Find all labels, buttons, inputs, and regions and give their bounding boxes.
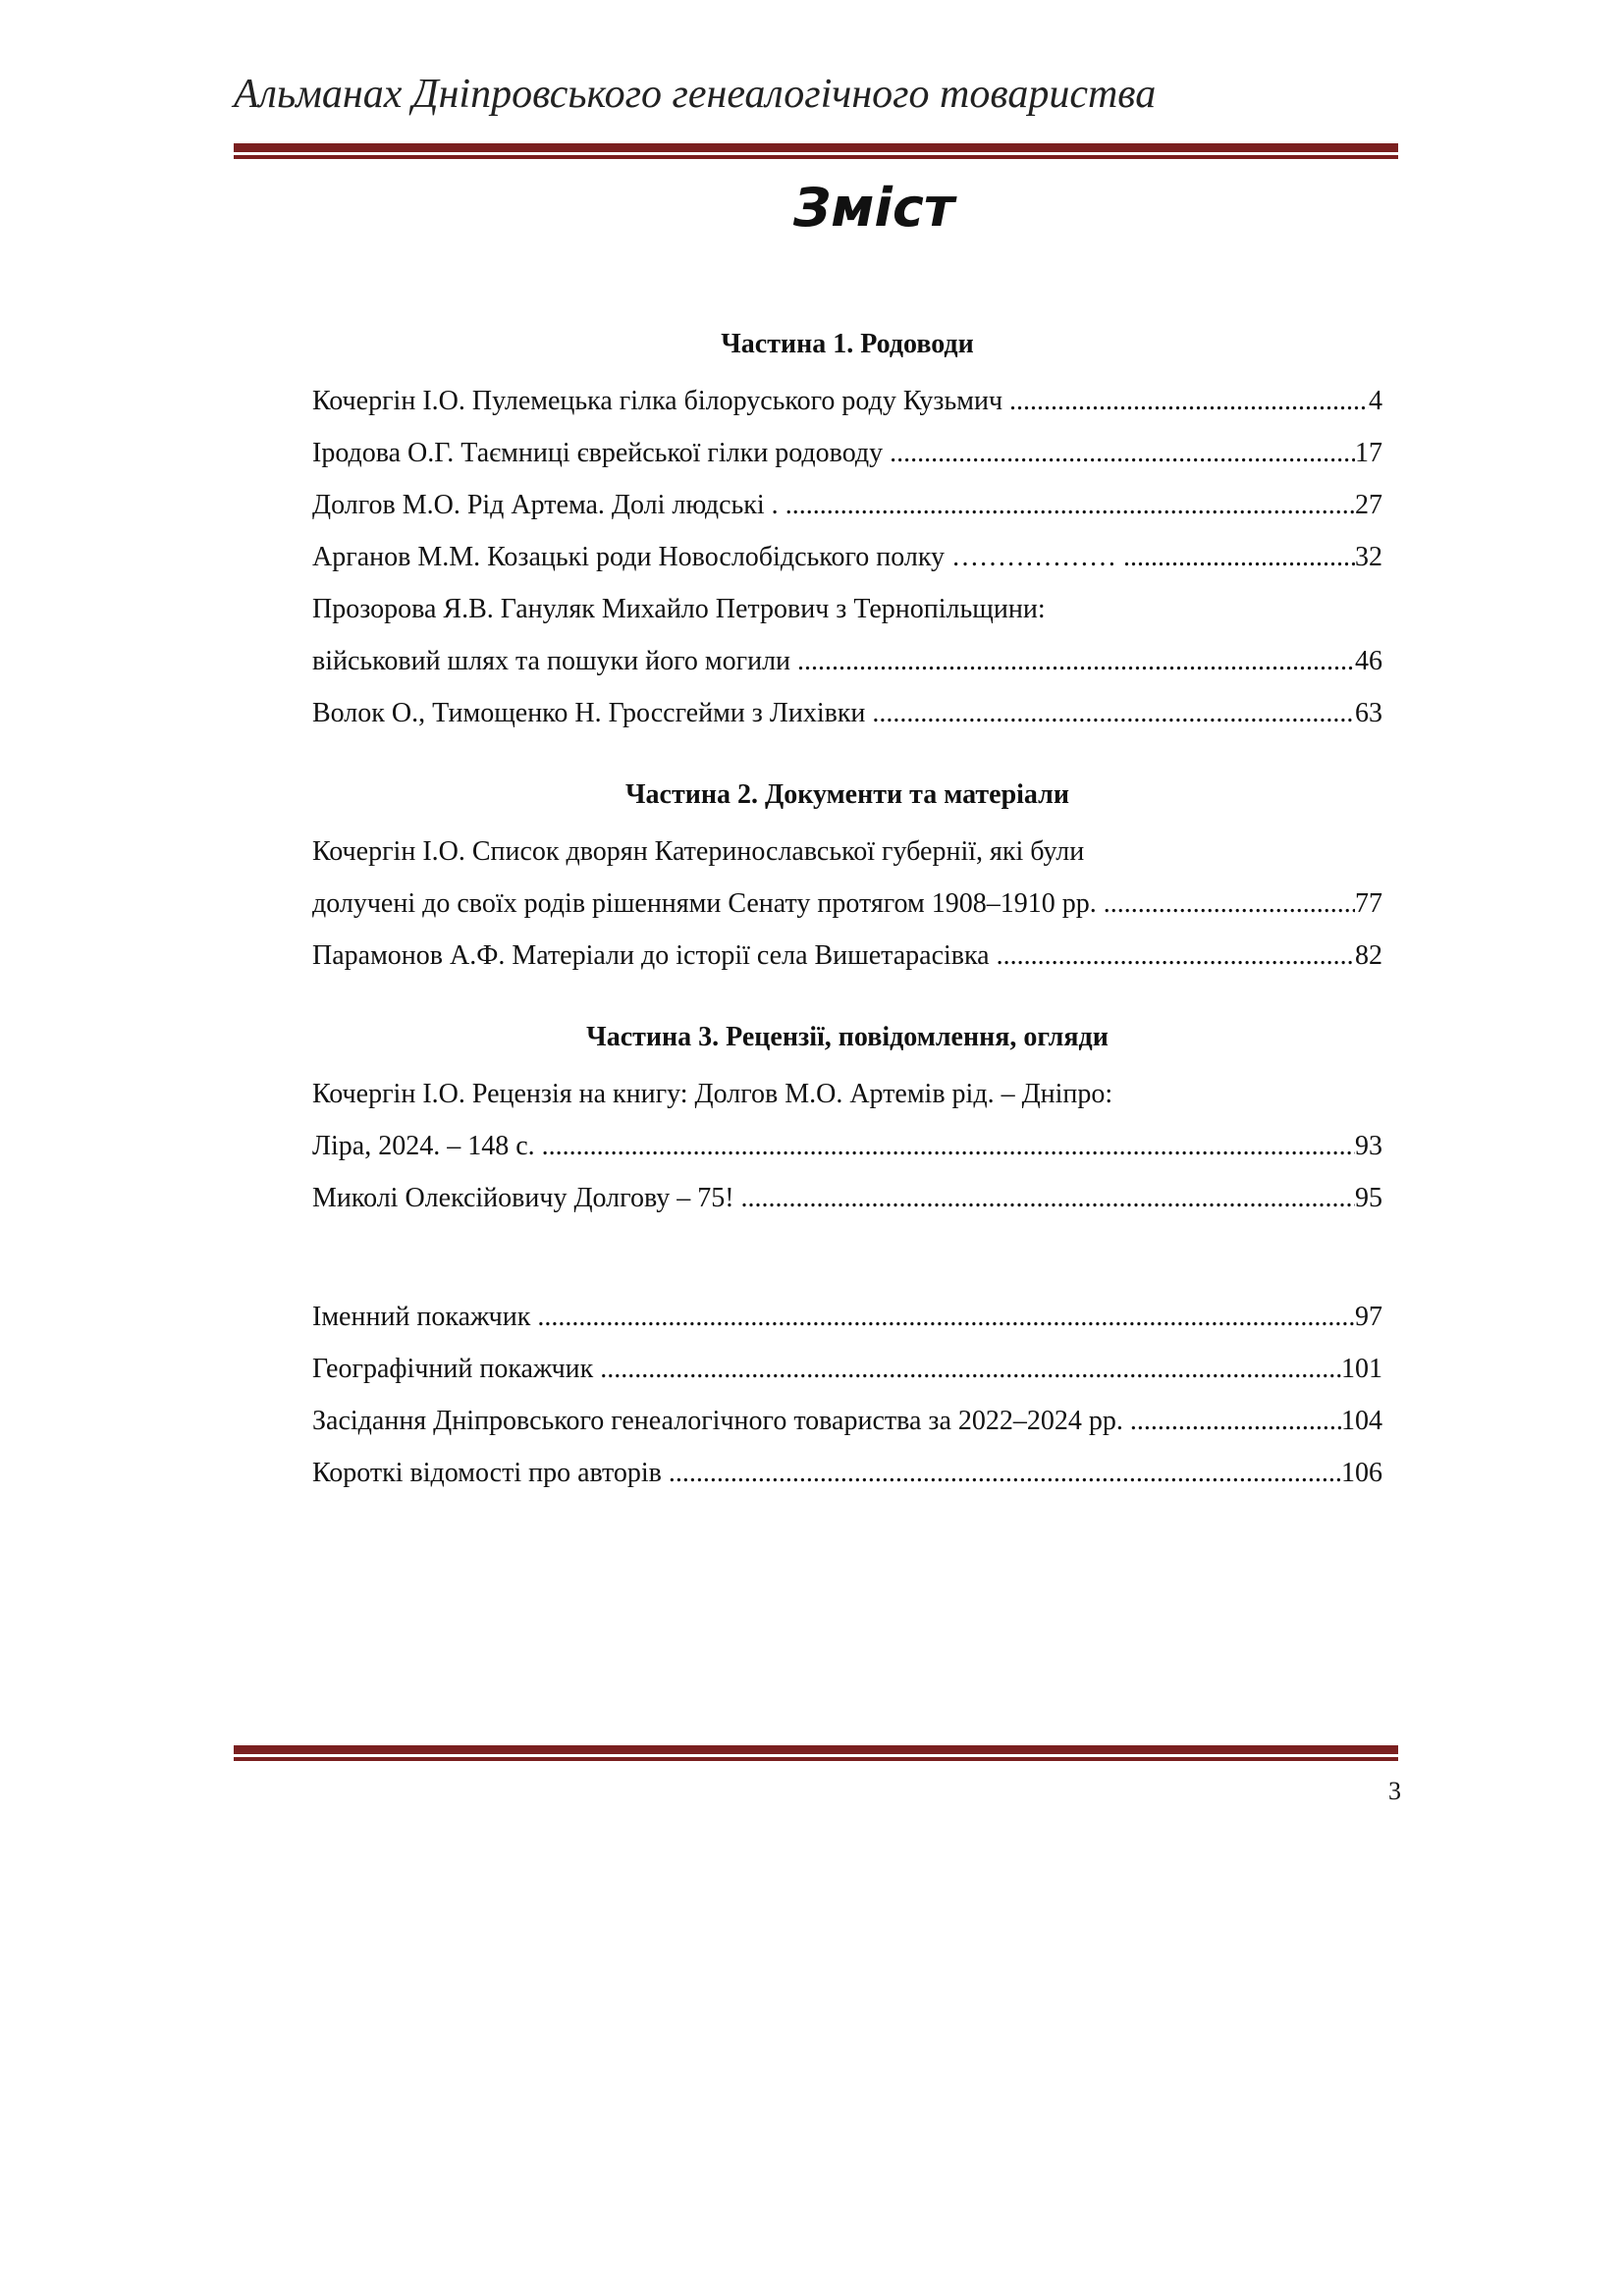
page-number: 3 [1388, 1777, 1401, 1805]
toc-entry[interactable] [312, 375, 1382, 427]
entry-page: 32 [1355, 542, 1382, 572]
entry-page: 27 [1355, 490, 1382, 520]
entry-title: Кочергін І.О. Список дворян Катеринославської губернії, які були [312, 836, 1085, 867]
toc-entry[interactable] [312, 1343, 1382, 1395]
footer-rule [234, 1745, 1398, 1761]
toc-entry[interactable] [312, 1291, 1382, 1343]
entry-title: Ліра, 2024. – 148 с. ..... [312, 1120, 1355, 1172]
entry-page: 104 [1341, 1406, 1382, 1436]
entry-title: Кочергін І.О. Рецензія на книгу: Долгов М.О. Артемів рід. – Дніпро: [312, 1079, 1113, 1109]
toc-entry[interactable] [312, 878, 1382, 930]
toc-entry-line[interactable] [312, 1068, 1382, 1120]
toc-entry[interactable] [312, 1395, 1382, 1447]
entry-title: Прозорова Я.В. Гануляк Михайло Петрович з Тернопільщини: [312, 594, 1046, 624]
section-heading: Частина 2. Документи та матеріали [624, 779, 1070, 810]
entry-page: 95 [1355, 1183, 1382, 1213]
toc-entry[interactable] [312, 635, 1382, 687]
entry-title: Короткі відомості про авторів ..... [312, 1447, 1341, 1499]
entry-title: Парамонов А.Ф. Матеріали до історії села Вишетарасівка ..... [312, 930, 1355, 982]
toc-entry[interactable] [312, 687, 1382, 739]
table-of-contents [312, 324, 1382, 1534]
entry-page: 4 [1369, 386, 1382, 416]
toc-entry[interactable] [312, 1447, 1382, 1499]
entry-page: 106 [1341, 1458, 1382, 1488]
toc-section-3 [312, 1017, 1382, 1224]
entry-title: військовий шлях та пошуки його могили ..... [312, 635, 1355, 687]
entry-title: Арганов М.М. Козацькі роди Новослобідського полку ……………… ..... [312, 531, 1355, 583]
entry-page: 101 [1341, 1354, 1382, 1384]
toc-section-indexes [312, 1291, 1382, 1499]
toc-entry[interactable] [312, 531, 1382, 583]
toc-section-2 [312, 774, 1382, 982]
entry-page: 63 [1355, 698, 1382, 728]
toc-entry-line[interactable] [312, 583, 1382, 635]
page-title: Зміст [792, 177, 955, 239]
entry-title: Іродова О.Г. Таємниці єврейської гілки родоводу ..... [312, 427, 1355, 479]
header-rule [234, 143, 1398, 159]
toc-section-1 [312, 324, 1382, 739]
running-head: Альманах Дніпровського генеалогічного товариства [234, 72, 1157, 117]
toc-entry-line[interactable] [312, 826, 1382, 878]
toc-entry[interactable] [312, 427, 1382, 479]
entry-title: Долгов М.О. Рід Артема. Долі людські . ..... [312, 479, 1355, 531]
entry-page: 82 [1355, 940, 1382, 971]
toc-entry[interactable] [312, 479, 1382, 531]
entry-title: Географічний покажчик ..... [312, 1343, 1341, 1395]
entry-title: Засідання Дніпровського генеалогічного товариства за 2022–2024 рр. ..... [312, 1395, 1341, 1447]
entry-page: 93 [1355, 1131, 1382, 1161]
toc-entry[interactable] [312, 930, 1382, 982]
section-heading: Частина 3. Рецензії, повідомлення, огляди [586, 1022, 1109, 1052]
entry-page: 46 [1355, 646, 1382, 676]
entry-title: Волок О., Тимощенко Н. Гроссгейми з Лихівки ..... [312, 687, 1355, 739]
toc-entry[interactable] [312, 1120, 1382, 1172]
entry-title: долучені до своїх родів рішеннями Сенату протягом 1908–1910 рр. ..... [312, 878, 1355, 930]
entry-title: Іменний покажчик ..... [312, 1291, 1355, 1343]
entry-title: Миколі Олексійовичу Долгову – 75! ..... [312, 1172, 1355, 1224]
entry-page: 97 [1355, 1302, 1382, 1332]
toc-entry[interactable] [312, 1172, 1382, 1224]
section-heading: Частина 1. Родоводи [721, 329, 974, 359]
entry-title: Кочергін І.О. Пулемецька гілка білоруського роду Кузьмич ..... [312, 375, 1369, 427]
entry-page: 77 [1355, 888, 1382, 919]
entry-page: 17 [1355, 438, 1382, 468]
